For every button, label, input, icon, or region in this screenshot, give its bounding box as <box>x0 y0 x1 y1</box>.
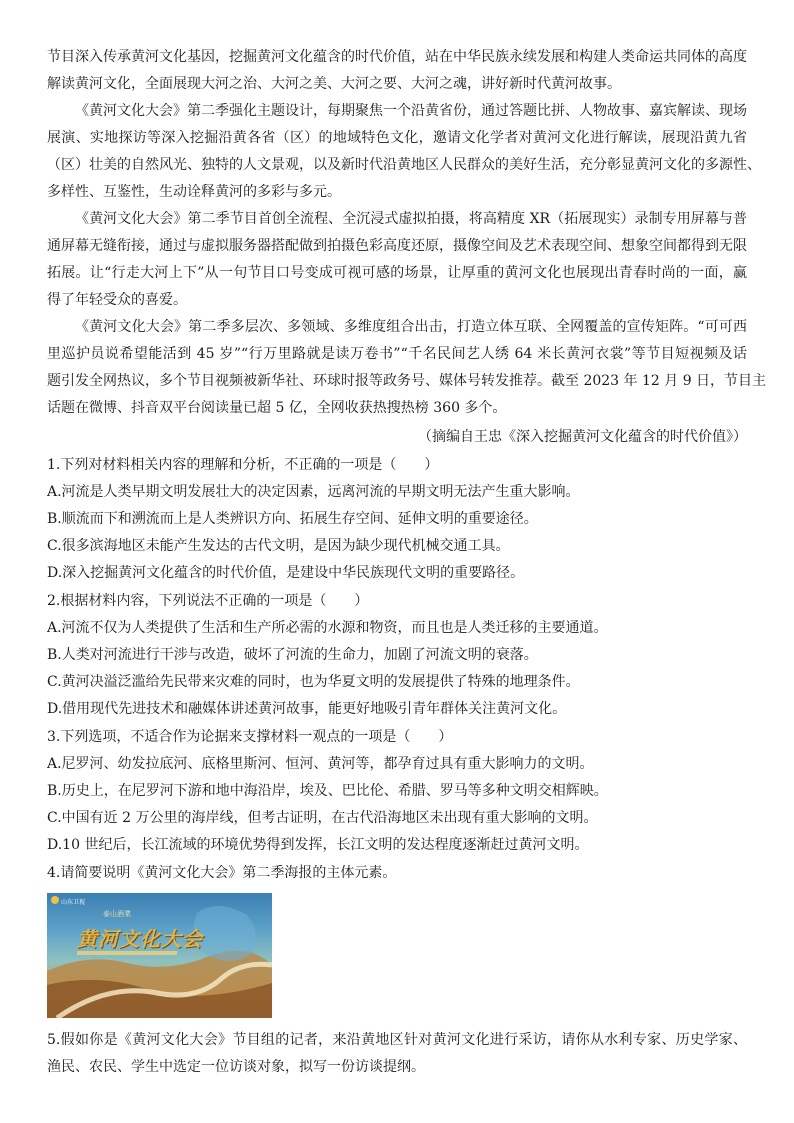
option-1b: B.顺流而下和溯流而上是人类辨识方向、拓展生存空间、延伸文明的重要途径。 <box>47 511 538 527</box>
option-3c: C.中国有近 2 万公里的海岸线，但考古证明，在古代沿海地区未出现有重大影响的文明。 <box>47 810 598 826</box>
paragraph-line: 里巡护员说希望能活到 45 岁”“行万里路就是读万卷书”“千名民间艺人绣 64 米长黄河衣裳”等节目短视频及话 <box>47 346 747 362</box>
paragraph-line: 得了年轻受众的喜爱。 <box>47 292 187 308</box>
option-2c: C.黄河决溢泛滥给先民带来灾难的同时，也为华夏文明的发展提供了特殊的地理条件。 <box>47 674 580 690</box>
option-2d: D.借用现代先进技术和融媒体讲述黄河故事，能更好地吸引青年群体关注黄河文化。 <box>47 701 567 717</box>
poster-art <box>47 893 272 1018</box>
channel-logo-icon <box>51 896 59 904</box>
option-2b: B.人类对河流进行干涉与改造，破坏了河流的生命力，加剧了河流文明的衰落。 <box>47 647 538 663</box>
paragraph-line: 拓展。让“行走大河上下”从一句节目口号变成可视可感的场景，让厚重的黄河文化也展现出青春时尚的一面，赢 <box>47 265 747 281</box>
option-2a: A.河流不仅为人类提供了生活和生产所必需的水源和物资，而且也是人类迁移的主要通道。 <box>47 620 608 636</box>
question-3: 3.下列选项，不适合作为论据来支撑材料一观点的一项是（ ） <box>47 729 453 745</box>
question-4: 4.请简要说明《黄河文化大会》第二季海报的主体元素。 <box>47 865 397 881</box>
paragraph-line: 解读黄河文化，全面展现大河之治、大河之美、大河之要、大河之魂，讲好新时代黄河故事。 <box>47 76 621 92</box>
option-1d: D.深入挖掘黄河文化蕴含的时代价值，是建设中华民族现代文明的重要路径。 <box>47 565 525 581</box>
paragraph-line: 《黄河文化大会》第二季强化主题设计，每期聚焦一个沿黄省份，通过答题比拼、人物故事、嘉宾解读、现场 <box>75 103 747 119</box>
program-poster-image <box>47 893 272 1018</box>
paragraph-line: 通屏幕无缝衔接，通过与虚拟服务器搭配做到拍摄色彩高度还原，摄像空间及艺术表现空间、想象空间都得到无限 <box>47 238 747 254</box>
paragraph-line: 展演、实地探访等深入挖掘沿黄各省（区）的地域特色文化，邀请文化学者对黄河文化进行解读，展现沿黄九省 <box>47 130 747 146</box>
channel-logo: 山东卫视 <box>61 899 86 906</box>
poster-subtitle-bar <box>77 951 177 955</box>
option-3b: B.历史上，在尼罗河下游和地中海沿岸，埃及、巴比伦、希腊、罗马等多种文明交相辉映。 <box>47 783 608 799</box>
paragraph-line: 话题在微博、抖音双平台阅读量已超 5 亿，全网收获热搜热榜 360 多个。 <box>47 400 507 416</box>
option-3a: A.尼罗河、幼发拉底河、底格里斯河、恒河、黄河等，都孕育过具有重大影响力的文明。 <box>47 756 594 772</box>
paragraph-line: （区）壮美的自然风光、独特的人文景观，以及新时代沿黄地区人民群众的美好生活，充分彰显黄河文化的多源性、 <box>47 157 761 173</box>
question-1: 1.下列对材料相关内容的理解和分析，不正确的一项是（ ） <box>47 457 439 473</box>
question-2: 2.根据材料内容，下列说法不正确的一项是（ ） <box>47 593 369 609</box>
option-1c: C.很多滨海地区未能产生发达的古代文明，是因为缺少现代机械交通工具。 <box>47 538 510 554</box>
paragraph-line: 多样性、互鉴性，生动诠释黄河的多彩与多元。 <box>47 184 341 200</box>
sponsor-label: 泰山酒業 <box>103 910 131 918</box>
paragraph-line: 《黄河文化大会》第二季多层次、多领域、多维度组合出击，打造立体互联、全网覆盖的宣传矩阵。“可可西 <box>75 319 747 335</box>
source-citation: （摘编自王忠《深入挖掘黄河文化蕴含的时代价值》） <box>418 429 747 445</box>
option-1a: A.河流是人类早期文明发展壮大的决定因素，远离河流的早期文明无法产生重大影响。 <box>47 484 580 500</box>
question-5-cont: 渔民、农民、学生中选定一位访谈对象，拟写一份访谈提纲。 <box>47 1059 425 1075</box>
poster-title: 黄河文化大会 <box>77 927 203 951</box>
question-5: 5.假如你是《黄河文化大会》节目组的记者，来沿黄地区针对黄河文化进行采访，请你从水利专家、历史学家、 <box>47 1032 747 1048</box>
paragraph-line: 节目深入传承黄河文化基因，挖掘黄河文化蕴含的时代价值，站在中华民族永续发展和构建人类命运共同体的高度 <box>47 49 747 65</box>
option-3d: D.10 世纪后，长江流域的环境优势得到发挥，长江文明的发达程度逐渐赶过黄河文明。 <box>47 837 589 853</box>
paragraph-line: 题引发全网热议，多个节目视频被新华社、环球时报等政务号、媒体号转发推荐。截至 2023 年 12 月 9 日，节目主 <box>47 373 767 389</box>
paragraph-line: 《黄河文化大会》第二季节目首创全流程、全沉浸式虚拟拍摄，将高精度 XR（拓展现实）录制专用屏幕与普 <box>75 211 747 227</box>
